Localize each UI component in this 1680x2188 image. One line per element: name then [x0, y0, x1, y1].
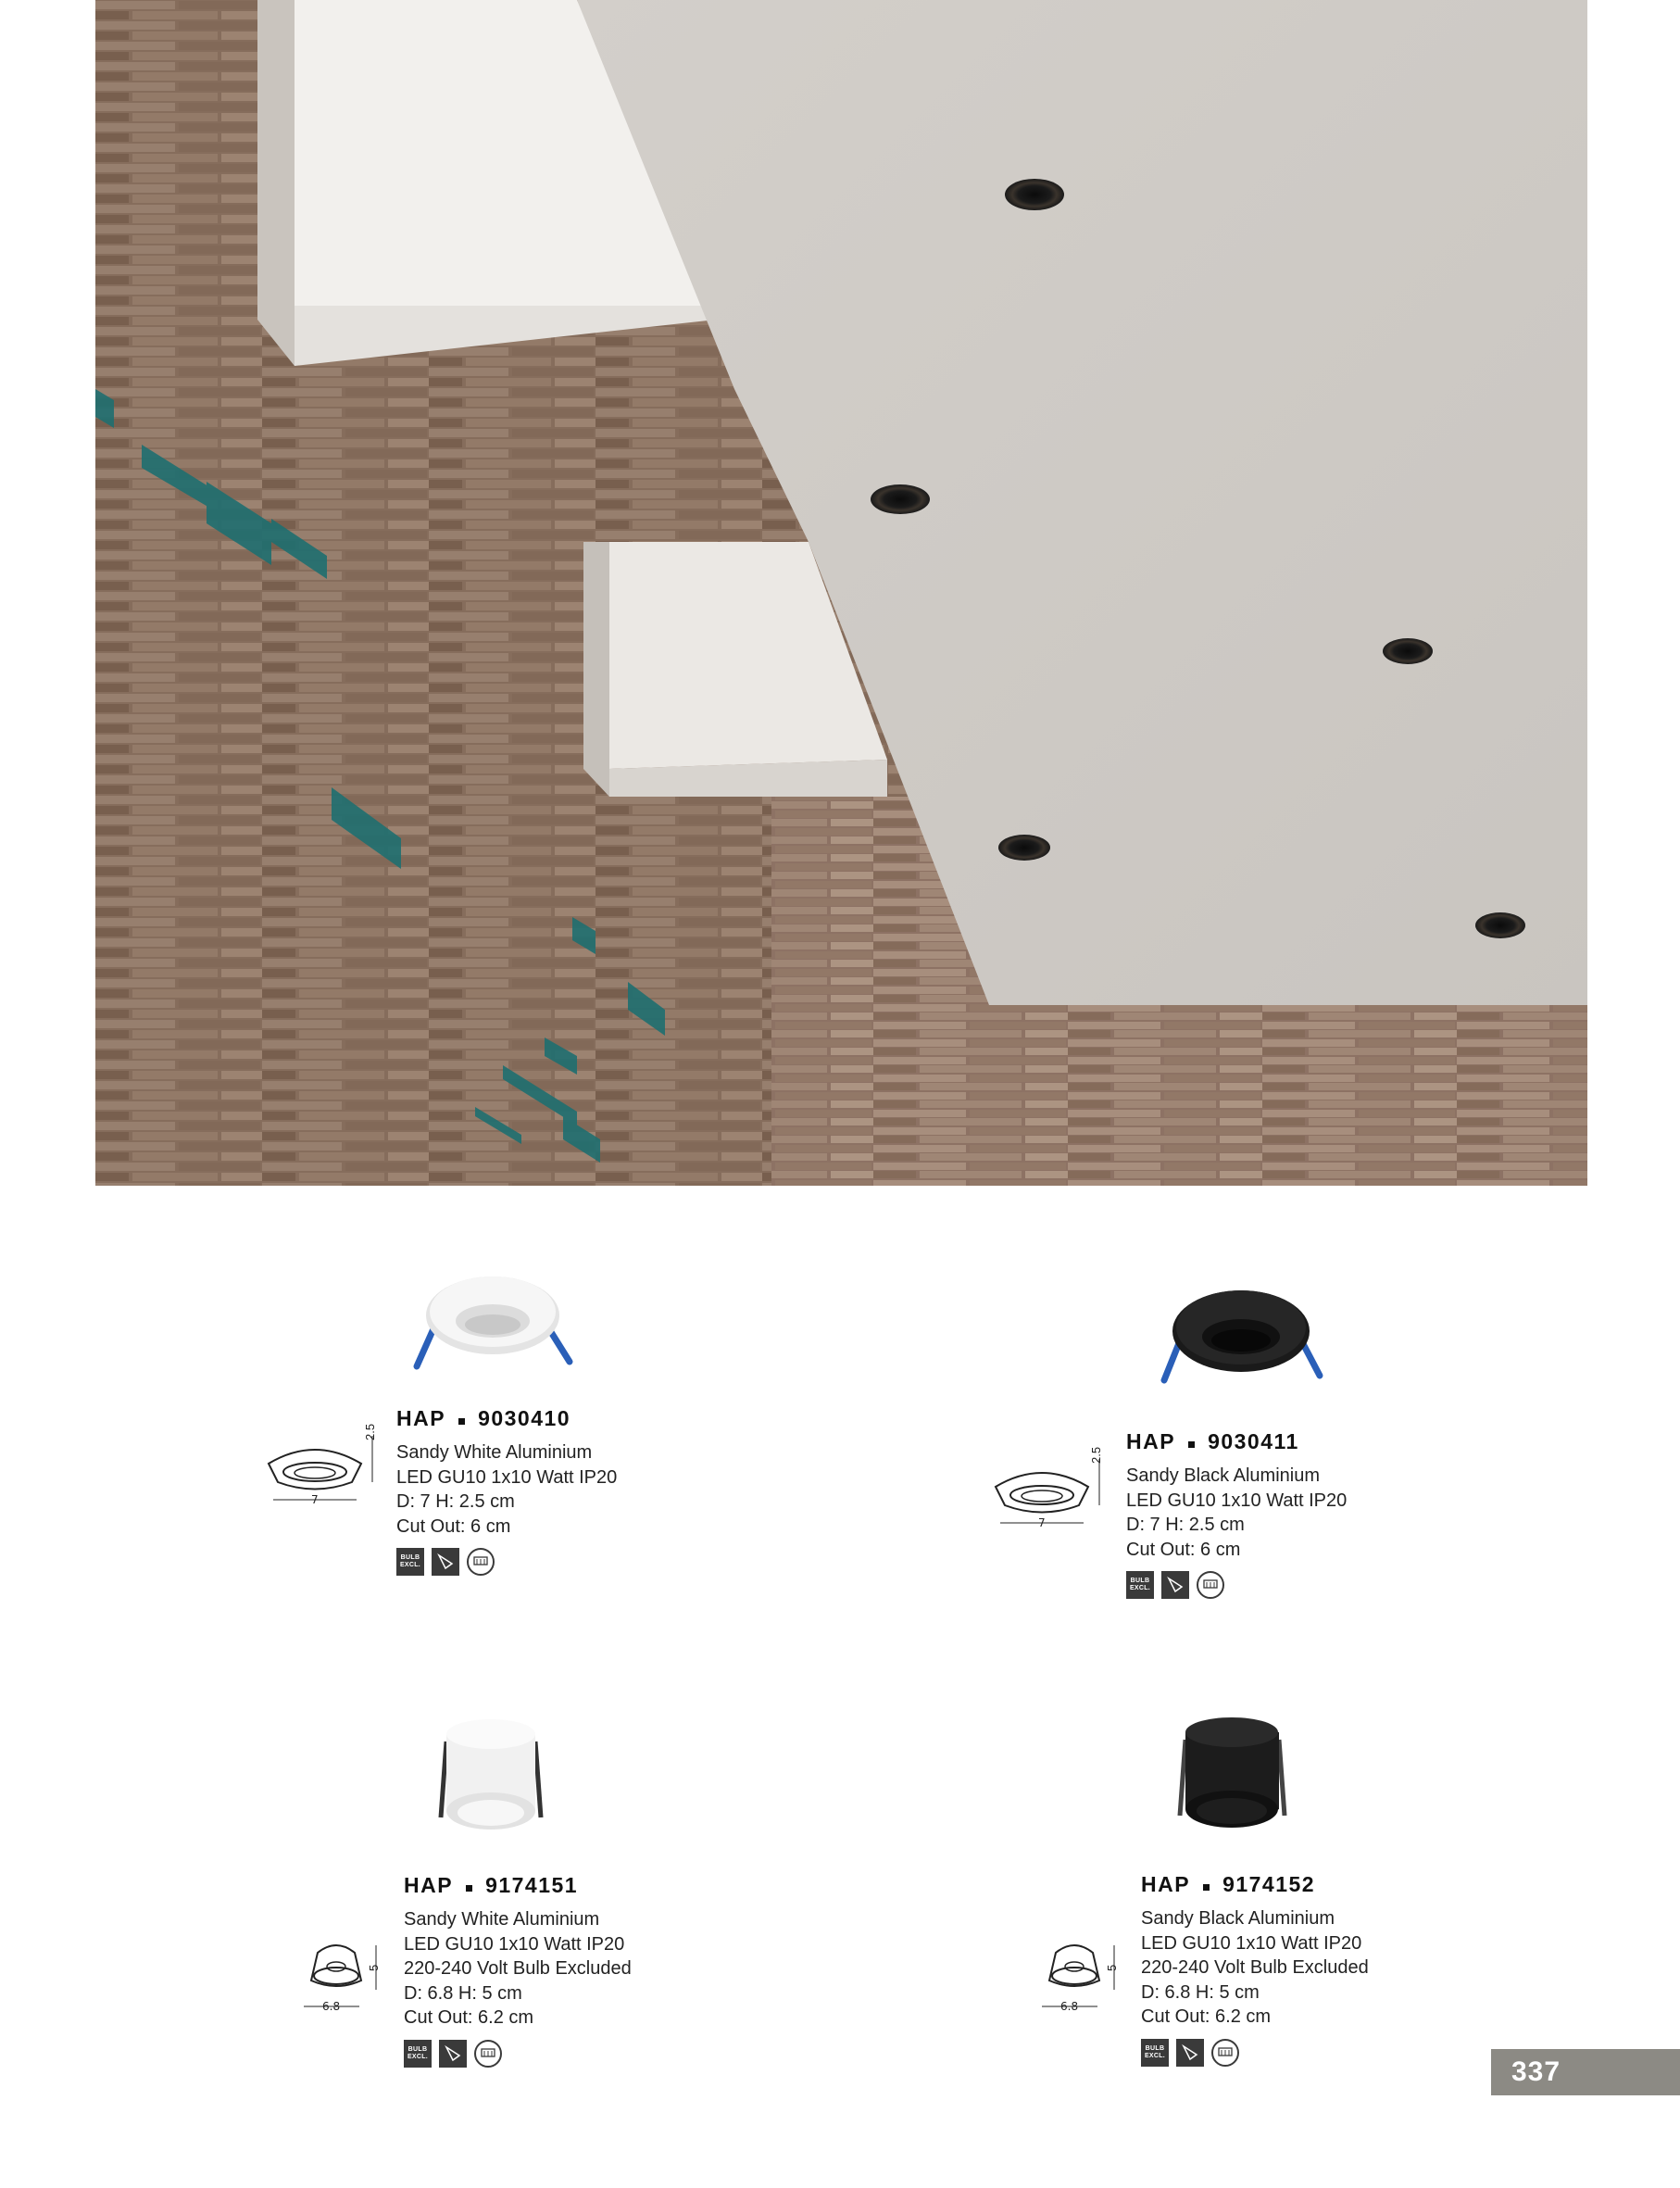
feature-icons — [404, 2040, 632, 2068]
spec-line: LED GU10 1x10 Watt IP20 — [404, 1933, 625, 1955]
spec-line: LED GU10 1x10 Watt IP20 — [1126, 1490, 1348, 1511]
product-description — [1141, 1906, 1369, 2030]
product-description — [404, 1907, 632, 2031]
bulb-excluded-icon: BULB EXCL. — [1126, 1571, 1154, 1599]
bulb-excluded-icon: BULB EXCL. — [1141, 2039, 1169, 2067]
fire-rated-icon — [1211, 2039, 1239, 2067]
spec-line: D: 7 H: 2.5 cm — [396, 1491, 515, 1512]
separator-square-icon — [1188, 1441, 1195, 1448]
product-image-black-ring — [1153, 1283, 1329, 1390]
product-title — [396, 1406, 617, 1431]
dimension-drawing — [259, 1431, 380, 1505]
spec-line: Cut Out: 6 cm — [1126, 1539, 1241, 1560]
spec-line: LED GU10 1x10 Watt IP20 — [396, 1466, 618, 1488]
spec-line: 220-240 Volt Bulb Excluded — [404, 1958, 632, 1979]
product-title — [1126, 1429, 1347, 1454]
height-dimension-label: 5 — [1105, 1964, 1119, 1971]
product-code: 9030411 — [1208, 1429, 1299, 1453]
spec-line: Cut Out: 6.2 cm — [1141, 2006, 1272, 2027]
height-dimension-label: 2.5 — [363, 1423, 377, 1440]
spec-line: LED GU10 1x10 Watt IP20 — [1141, 1932, 1362, 1954]
product-description — [1126, 1464, 1347, 1562]
spec-line: Cut Out: 6 cm — [396, 1515, 511, 1537]
adjustable-angle-icon — [1161, 1571, 1189, 1599]
fire-rated-icon — [474, 2040, 502, 2068]
product-code: 9174152 — [1222, 1872, 1316, 1896]
separator-square-icon — [466, 1885, 472, 1892]
svg-text:7: 7 — [311, 1493, 319, 1505]
spec-line: Sandy White Aluminium — [396, 1442, 593, 1463]
height-dimension-label: 2.5 — [1089, 1446, 1103, 1464]
spec-line: D: 7 H: 2.5 cm — [1126, 1515, 1245, 1535]
brand-name: HAP — [404, 1873, 454, 1897]
height-dimension-label: 5 — [367, 1964, 381, 1971]
feature-icons — [396, 1548, 617, 1576]
spec-line: D: 6.8 H: 5 cm — [1141, 1981, 1260, 2003]
product-code: 9174151 — [485, 1873, 579, 1897]
spec-line: D: 6.8 H: 5 cm — [404, 1982, 522, 2004]
spec-line: 220-240 Volt Bulb Excluded — [1141, 1957, 1369, 1978]
brand-name: HAP — [1126, 1429, 1176, 1453]
feature-icons — [1141, 2039, 1369, 2067]
product-title — [1141, 1872, 1369, 1897]
adjustable-angle-icon — [1176, 2039, 1204, 2067]
spec-line: Sandy White Aluminium — [404, 1909, 600, 1930]
brand-name: HAP — [1141, 1872, 1191, 1896]
bulb-excluded-icon: BULB EXCL. — [404, 2040, 432, 2068]
spec-line: Cut Out: 6.2 cm — [404, 2007, 534, 2028]
bulb-excluded-icon: BULB EXCL. — [396, 1548, 424, 1576]
svg-text:6.8: 6.8 — [1060, 2000, 1079, 2013]
brand-name: HAP — [396, 1406, 446, 1430]
adjustable-angle-icon — [432, 1548, 459, 1576]
spec-line: Sandy Black Aluminium — [1141, 1908, 1335, 1929]
fire-rated-icon — [1197, 1571, 1224, 1599]
separator-square-icon — [458, 1418, 465, 1425]
hero-photo — [95, 0, 1587, 1186]
page-number: 337 — [1491, 2049, 1680, 2095]
separator-square-icon — [1203, 1884, 1210, 1891]
feature-icons — [1126, 1571, 1347, 1599]
dimension-drawing — [986, 1454, 1107, 1528]
product-image-white-ring — [407, 1269, 574, 1371]
product-image-black-cylinder — [1174, 1712, 1290, 1837]
product-image-white-cylinder — [435, 1714, 546, 1839]
svg-text:7: 7 — [1038, 1516, 1046, 1528]
product-title — [404, 1873, 632, 1898]
adjustable-angle-icon — [439, 2040, 467, 2068]
product-code: 9030410 — [478, 1406, 571, 1430]
product-description — [396, 1440, 617, 1539]
fire-rated-icon — [467, 1548, 495, 1576]
spec-line: Sandy Black Aluminium — [1126, 1465, 1320, 1486]
svg-text:6.8: 6.8 — [322, 2000, 341, 2013]
